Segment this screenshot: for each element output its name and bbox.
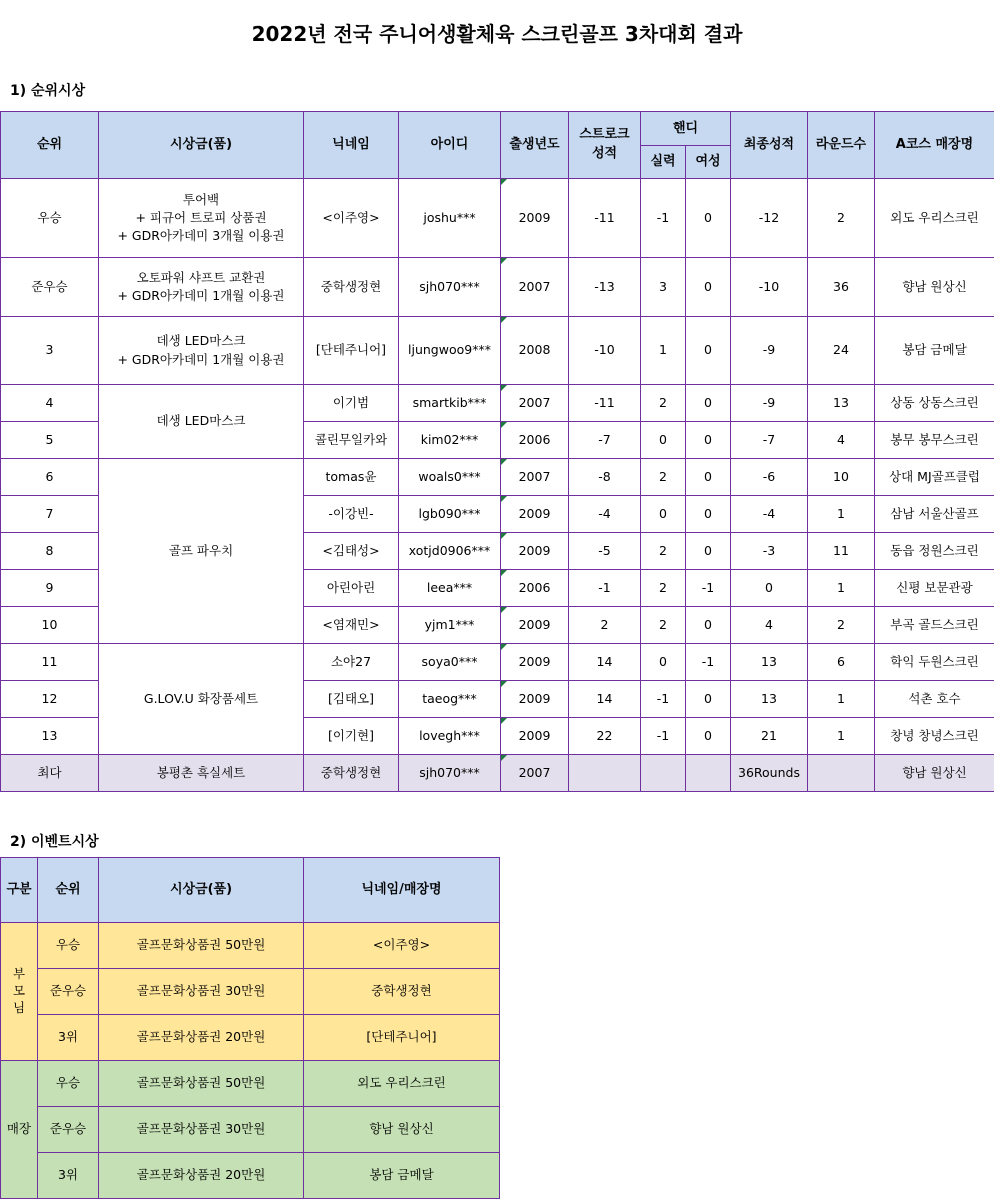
cell-nickname: [이기현] <box>304 718 399 755</box>
cell-skill <box>641 755 686 792</box>
cell-id: yjm1*** <box>399 607 501 644</box>
cell-name: 중학생정현 <box>304 969 500 1015</box>
cell-rank: 12 <box>1 681 99 718</box>
section-title-rankings: 1) 순위시상 <box>10 83 86 99</box>
cell-nickname: 소야27 <box>304 644 399 681</box>
cell-rank: 3 <box>1 317 99 385</box>
cell-id: joshu*** <box>399 179 501 258</box>
cell-female: 0 <box>686 385 731 422</box>
cell-rank: 11 <box>1 644 99 681</box>
cell-store: 봉담 금메달 <box>875 317 994 385</box>
cell-id: smartkib*** <box>399 385 501 422</box>
table-row <box>1 385 994 422</box>
col-header-stroke: 스트로크 성적 <box>569 112 641 179</box>
cell-birth-year: 2006 <box>501 422 569 459</box>
cell-final: -12 <box>731 179 808 258</box>
cell-skill: 3 <box>641 258 686 317</box>
cell-female: -1 <box>686 570 731 607</box>
cell-prize: G.LOV.U 화장품세트 <box>99 644 304 755</box>
cell-final: 0 <box>731 570 808 607</box>
cell-skill: 2 <box>641 607 686 644</box>
table-row <box>1 923 500 969</box>
cell-nickname: -이강빈- <box>304 496 399 533</box>
cell-skill: -1 <box>641 179 686 258</box>
cell-store: 동읍 정원스크린 <box>875 533 994 570</box>
cell-prize: 오토파워 샤프트 교환권 + GDR아카데미 1개월 이용권 <box>99 258 304 317</box>
cell-female: 0 <box>686 317 731 385</box>
cell-nickname: 중학생정현 <box>304 755 399 792</box>
section-title-events: 2) 이벤트시상 <box>10 834 99 850</box>
cell-prize: 골프문화상품권 20만원 <box>99 1153 304 1199</box>
cell-female: 0 <box>686 459 731 496</box>
cell-rank: 8 <box>1 533 99 570</box>
cell-nickname: 콜린무일카와 <box>304 422 399 459</box>
cell-birth-year: 2006 <box>501 570 569 607</box>
col-header-name: 닉네임/매장명 <box>304 858 500 923</box>
cell-nickname: <염재민> <box>304 607 399 644</box>
page-title: 2022년 전국 주니어생활체육 스크린골프 3차대회 결과 <box>251 22 743 46</box>
cell-id: leea*** <box>399 570 501 607</box>
cell-rank: 5 <box>1 422 99 459</box>
col-header-id: 아이디 <box>399 112 501 179</box>
cell-rounds: 1 <box>808 718 875 755</box>
cell-rounds: 6 <box>808 644 875 681</box>
table-row <box>1 1015 500 1061</box>
cell-store: 삼남 서울산골프 <box>875 496 994 533</box>
cell-rounds: 1 <box>808 681 875 718</box>
cell-id: ljungwoo9*** <box>399 317 501 385</box>
cell-female: 0 <box>686 533 731 570</box>
cell-birth-year: 2008 <box>501 317 569 385</box>
cell-id: soya0*** <box>399 644 501 681</box>
group-store: 매장 <box>1 1061 38 1199</box>
col-header-female: 여성 <box>686 146 731 179</box>
cell-birth-year: 2007 <box>501 755 569 792</box>
cell-prize: 골프문화상품권 30만원 <box>99 1107 304 1153</box>
cell-female: 0 <box>686 422 731 459</box>
cell-birth-year: 2007 <box>501 459 569 496</box>
cell-prize: 투어백 + 피규어 트로피 상품권 + GDR아카데미 3개월 이용권 <box>99 179 304 258</box>
cell-rounds: 1 <box>808 570 875 607</box>
cell-skill: 2 <box>641 533 686 570</box>
cell-prize: 골프문화상품권 50만원 <box>99 1061 304 1107</box>
cell-rounds: 2 <box>808 607 875 644</box>
cell-store: 부곡 골드스크린 <box>875 607 994 644</box>
table-row-most-rounds <box>1 755 994 792</box>
cell-stroke <box>569 755 641 792</box>
cell-skill: 0 <box>641 422 686 459</box>
cell-prize: 봉평촌 흑실세트 <box>99 755 304 792</box>
cell-final: -9 <box>731 385 808 422</box>
cell-id: lgb090*** <box>399 496 501 533</box>
col-header-prize: 시상금(품) <box>99 112 304 179</box>
cell-nickname: 중학생정현 <box>304 258 399 317</box>
table-row <box>1 1107 500 1153</box>
cell-id: sjh070*** <box>399 258 501 317</box>
cell-nickname: [김태오] <box>304 681 399 718</box>
cell-skill: 2 <box>641 570 686 607</box>
cell-rounds: 1 <box>808 496 875 533</box>
cell-birth-year: 2007 <box>501 258 569 317</box>
cell-final: -3 <box>731 533 808 570</box>
cell-stroke: -4 <box>569 496 641 533</box>
cell-rounds: 11 <box>808 533 875 570</box>
cell-store: 상대 MJ골프클럽 <box>875 459 994 496</box>
cell-female: 0 <box>686 718 731 755</box>
cell-birth-year: 2009 <box>501 607 569 644</box>
table-row <box>1 1153 500 1199</box>
col-header-nickname: 닉네임 <box>304 112 399 179</box>
cell-stroke: -11 <box>569 385 641 422</box>
cell-final: 21 <box>731 718 808 755</box>
cell-rounds <box>808 755 875 792</box>
col-header-final-score: 최종성적 <box>731 112 808 179</box>
cell-store: 석촌 호수 <box>875 681 994 718</box>
cell-store: 봉무 봉무스크린 <box>875 422 994 459</box>
cell-female: 0 <box>686 681 731 718</box>
cell-id: xotjd0906*** <box>399 533 501 570</box>
cell-id: kim02*** <box>399 422 501 459</box>
cell-female: 0 <box>686 607 731 644</box>
cell-rank: 6 <box>1 459 99 496</box>
cell-prize: 골프문화상품권 30만원 <box>99 969 304 1015</box>
cell-final: -6 <box>731 459 808 496</box>
cell-stroke: -10 <box>569 317 641 385</box>
cell-skill: 2 <box>641 385 686 422</box>
cell-birth-year: 2009 <box>501 718 569 755</box>
col-header-rounds: 라운드수 <box>808 112 875 179</box>
cell-final: -9 <box>731 317 808 385</box>
col-header-rank: 순위 <box>38 858 99 923</box>
cell-skill: 2 <box>641 459 686 496</box>
cell-store: 신평 보문관광 <box>875 570 994 607</box>
table-row <box>1 969 500 1015</box>
cell-skill: 0 <box>641 644 686 681</box>
cell-final: -7 <box>731 422 808 459</box>
cell-rounds: 13 <box>808 385 875 422</box>
cell-name: <이주영> <box>304 923 500 969</box>
col-header-prize: 시상금(품) <box>99 858 304 923</box>
cell-rank: 최다 <box>1 755 99 792</box>
group-parents: 부 모 님 <box>1 923 38 1061</box>
cell-stroke: -7 <box>569 422 641 459</box>
cell-skill: -1 <box>641 718 686 755</box>
cell-rank: 준우승 <box>1 258 99 317</box>
cell-stroke: 22 <box>569 718 641 755</box>
cell-store: 외도 우리스크린 <box>875 179 994 258</box>
cell-rounds: 4 <box>808 422 875 459</box>
cell-prize: 데생 LED마스크 <box>99 385 304 459</box>
cell-nickname: 이기범 <box>304 385 399 422</box>
table-row <box>1 258 994 317</box>
cell-rank: 3위 <box>38 1015 99 1061</box>
cell-id: taeog*** <box>399 681 501 718</box>
cell-store: 창녕 창녕스크린 <box>875 718 994 755</box>
cell-stroke: -11 <box>569 179 641 258</box>
cell-rounds: 2 <box>808 179 875 258</box>
cell-rank: 우승 <box>38 1061 99 1107</box>
cell-nickname: <김태성> <box>304 533 399 570</box>
cell-rank: 4 <box>1 385 99 422</box>
cell-rank: 준우승 <box>38 969 99 1015</box>
cell-rank: 9 <box>1 570 99 607</box>
cell-prize: 골프 파우치 <box>99 459 304 644</box>
cell-rank: 우승 <box>38 923 99 969</box>
cell-rank: 우승 <box>1 179 99 258</box>
cell-rank: 10 <box>1 607 99 644</box>
table-row <box>1 1061 500 1107</box>
cell-final: 13 <box>731 644 808 681</box>
table-row <box>1 317 994 385</box>
cell-name: 향남 원상신 <box>304 1107 500 1153</box>
cell-stroke: -5 <box>569 533 641 570</box>
cell-stroke: -8 <box>569 459 641 496</box>
cell-store: 학익 두원스크린 <box>875 644 994 681</box>
ranking-table <box>0 111 994 792</box>
cell-prize: 데생 LED마스크 + GDR아카데미 1개월 이용권 <box>99 317 304 385</box>
cell-skill: 1 <box>641 317 686 385</box>
cell-final: 13 <box>731 681 808 718</box>
cell-store: 상동 상동스크린 <box>875 385 994 422</box>
cell-stroke: -1 <box>569 570 641 607</box>
cell-birth-year: 2009 <box>501 644 569 681</box>
cell-stroke: 14 <box>569 644 641 681</box>
col-header-rank: 순위 <box>1 112 99 179</box>
col-header-store: A코스 매장명 <box>875 112 994 179</box>
cell-final: -4 <box>731 496 808 533</box>
cell-rank: 준우승 <box>38 1107 99 1153</box>
cell-stroke: -13 <box>569 258 641 317</box>
cell-birth-year: 2009 <box>501 496 569 533</box>
cell-female: 0 <box>686 179 731 258</box>
cell-final: 4 <box>731 607 808 644</box>
cell-prize: 골프문화상품권 50만원 <box>99 923 304 969</box>
cell-nickname: <이주영> <box>304 179 399 258</box>
table-row <box>1 644 994 681</box>
cell-female: 0 <box>686 258 731 317</box>
col-header-handicap: 핸디 <box>641 112 731 146</box>
cell-rank: 13 <box>1 718 99 755</box>
cell-prize: 골프문화상품권 20만원 <box>99 1015 304 1061</box>
cell-final: 36Rounds <box>731 755 808 792</box>
cell-nickname: 아린아린 <box>304 570 399 607</box>
cell-birth-year: 2009 <box>501 681 569 718</box>
col-header-skill: 실력 <box>641 146 686 179</box>
cell-birth-year: 2009 <box>501 533 569 570</box>
cell-rounds: 36 <box>808 258 875 317</box>
cell-female: 0 <box>686 496 731 533</box>
cell-store: 향남 원상신 <box>875 258 994 317</box>
cell-female <box>686 755 731 792</box>
col-header-birth-year: 출생년도 <box>501 112 569 179</box>
cell-final: -10 <box>731 258 808 317</box>
cell-name: [단테주니어] <box>304 1015 500 1061</box>
cell-store: 향남 원상신 <box>875 755 994 792</box>
cell-rounds: 24 <box>808 317 875 385</box>
cell-skill: -1 <box>641 681 686 718</box>
cell-rounds: 10 <box>808 459 875 496</box>
cell-id: woals0*** <box>399 459 501 496</box>
cell-rank: 7 <box>1 496 99 533</box>
cell-stroke: 2 <box>569 607 641 644</box>
cell-stroke: 14 <box>569 681 641 718</box>
table-row <box>1 459 994 496</box>
cell-skill: 0 <box>641 496 686 533</box>
table-row <box>1 179 994 258</box>
cell-birth-year: 2009 <box>501 179 569 258</box>
cell-birth-year: 2007 <box>501 385 569 422</box>
cell-nickname: tomas윤 <box>304 459 399 496</box>
cell-name: 봉담 금메달 <box>304 1153 500 1199</box>
cell-id: sjh070*** <box>399 755 501 792</box>
event-table <box>0 857 500 1199</box>
cell-name: 외도 우리스크린 <box>304 1061 500 1107</box>
cell-female: -1 <box>686 644 731 681</box>
cell-rank: 3위 <box>38 1153 99 1199</box>
cell-nickname: [단테주니어] <box>304 317 399 385</box>
cell-id: lovegh*** <box>399 718 501 755</box>
col-header-type: 구분 <box>1 858 38 923</box>
